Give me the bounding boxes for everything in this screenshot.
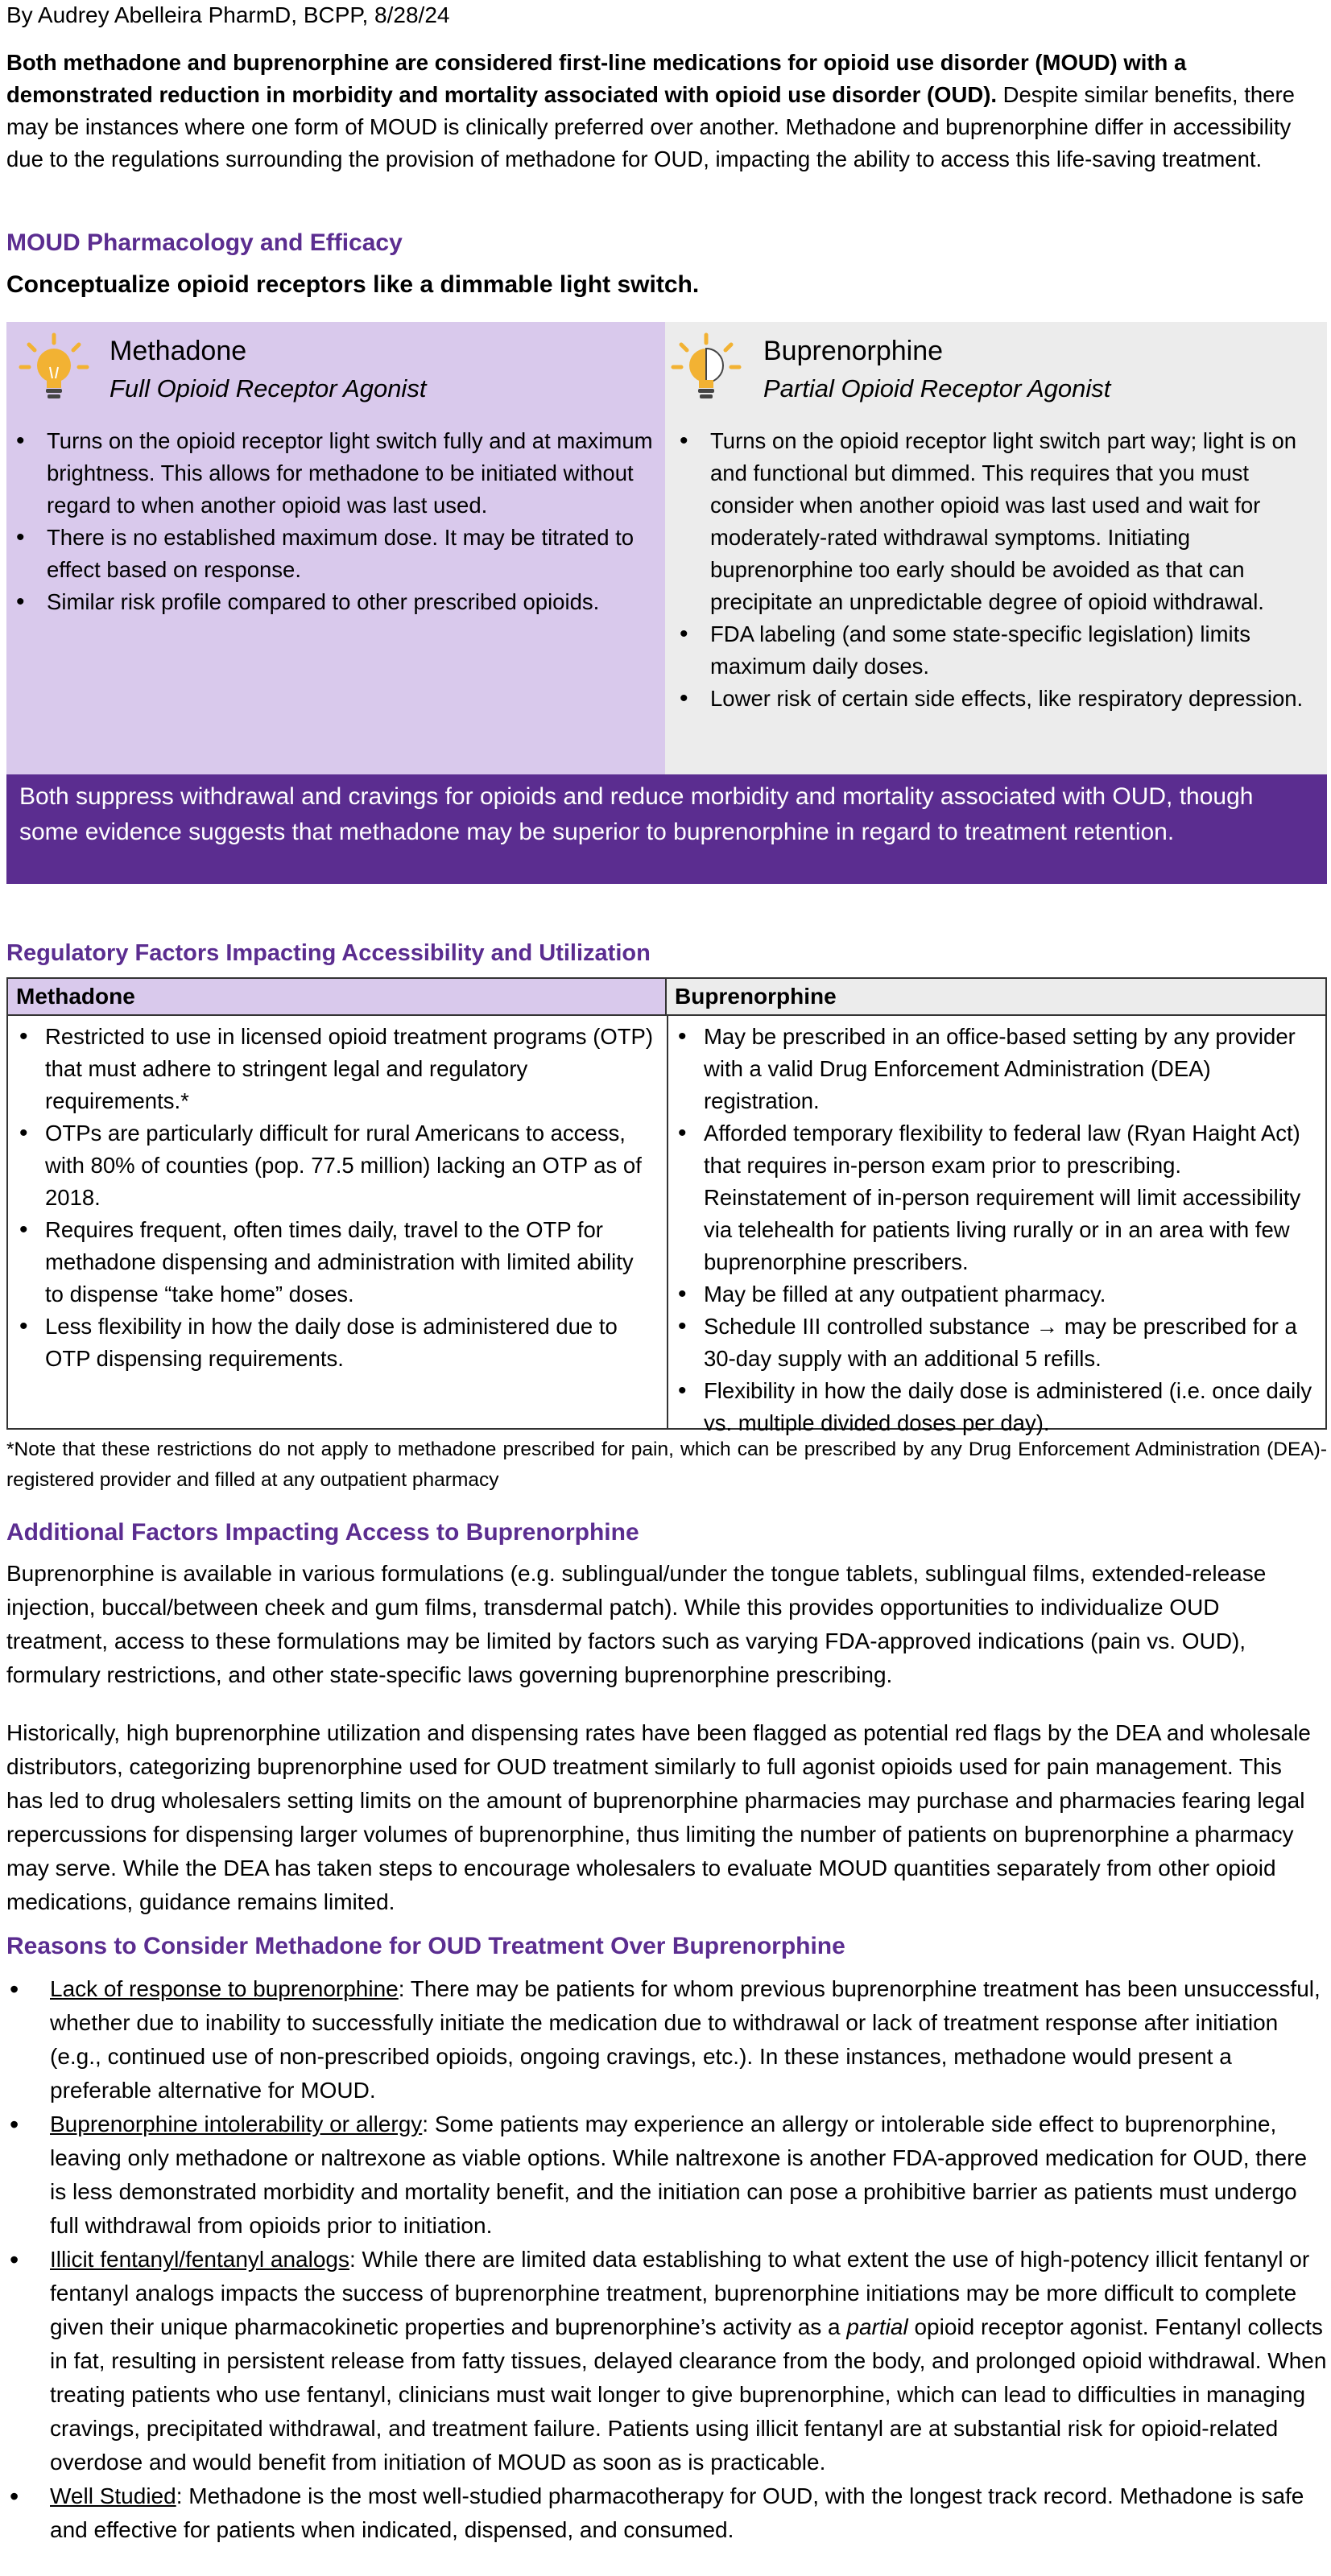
list-item [6,2479,1327,2547]
reason-term: Lack of response to buprenorphine [50,1976,399,2001]
intro-text: Despite similar benefits, there may be instances where one form of MOUD is clinically preferred over another. Methadone and buprenorphine differ in accessibility due to the regulations surrounding the provision of methadone for OUD, impacting the ability to access this life-saving treatment. [6,82,1295,171]
reason-term: Illicit fentanyl/fentanyl analogs [50,2247,349,2272]
section-heading-additional: Additional Factors Impacting Access to Buprenorphine [6,1519,639,1546]
reasons-list [6,1972,1327,2547]
additional-paragraph-1: Buprenorphine is available in various formulations (e.g. sublingual/under the tongue tablets, sublingual films, extended-release injection, buccal/between cheek and gum films, transdermal patch). While this provides opportunities to individualize OUD treatment, access to these formulations may be limited by factors such as varying FDA-approved indications (pain vs. OUD), formulary restrictions, and other state-specific laws governing buprenorphine prescribing. [6,1561,1267,1687]
buprenorphine-title: Buprenorphine [763,336,944,366]
summary-banner: Both suppress withdrawal and cravings for opioids and reduce morbidity and mortality associated with OUD, though some evidence suggests that methadone may be superior to buprenorphine in regard to treatment retention. [6,774,1327,884]
table-header-methadone: Methadone [8,979,667,1016]
list-item [6,1972,1327,2107]
buprenorphine-panel [665,322,1327,774]
list-item [6,2243,1327,2479]
intro-paragraph [6,47,1319,175]
list-item: • Similar risk profile compared to other prescribed opioids. [11,586,655,618]
list-item [6,2107,1327,2243]
buprenorphine-bullet-list [675,425,1319,715]
reason-term: Well Studied [50,2483,176,2508]
buprenorphine-subtitle: Partial Opioid Receptor Agonist [763,374,1111,402]
table-cell-item: • Flexibility in how the daily dose is administered (i.e. once daily vs. multiple divided doses per day). [672,1375,1319,1439]
regulatory-footnote: *Note that these restrictions do not apply to methadone prescribed for pain, which can be prescribed by any Drug Enforcement Administration (DEA)-registered provider and filled at any outpatient pharmacy [6,1439,1327,1491]
reason-text: : While there are limited data establishing to what extent the use of high-potency illicit fentanyl or fentanyl analogs impacts the success of buprenorphine treatment, buprenorphine initiations may be more difficult to complete given their unique pharmacokinetic properties and buprenorphine’s activity as a [50,2247,1310,2339]
table-cell-item: • Restricted to use in licensed opioid treatment programs (OTP) that must adhere to stringent legal and regulatory requirements.* [13,1021,657,1117]
reason-text: : Methadone is the most well-studied pharmacotherapy for OUD, with the longest track record. Methadone is safe and effective for patients when indicated, dispensed, and consumed. [50,2483,1304,2542]
table-cell-item: • Requires frequent, often times daily, travel to the OTP for methadone dispensing and administration with limited ability to dispense “take home” doses. [13,1214,657,1311]
table-cell-item: • Schedule III controlled substance → may be prescribed for a 30-day supply with an additional 5 refills. [672,1311,1319,1375]
table-cell-item: • Less flexibility in how the daily dose is administered due to OTP dispensing requirements. [13,1311,657,1375]
methadone-title: Methadone [110,336,247,366]
additional-paragraph-2: Historically, high buprenorphine utilization and dispensing rates have been flagged as potential red flags by the DEA and wholesale distributors, categorizing buprenorphine used for OUD treatment similarly to full agonist opioids used for pain management. This has led to drug wholesalers setting limits on the amount of buprenorphine pharmacies may purchase and pharmacies fearing legal repercussions for dispensing larger volumes of buprenorphine, thus limiting the number of patients on buprenorphine a pharmacy may serve. While the DEA has taken steps to encourage wholesalers to evaluate MOUD quantities separately from other opioid medications, guidance remains limited. [6,1720,1311,1914]
table-cell-item: • May be prescribed in an office-based setting by any provider with a valid Drug Enforcement Administration (DEA) registration. [672,1021,1319,1117]
light-bulb-full-icon [18,332,90,404]
table-cell-item: • May be filled at any outpatient pharmacy. [672,1278,1319,1311]
list-item: • Turns on the opioid receptor light switch part way; light is on and functional but dimmed. This requires that you must consider when another opioid was last used and wait for moderately-rated withdrawal symptoms. Initiating buprenorphine too early should be avoided as that can precipitate an unpredictable degree of opioid withdrawal. [675,425,1319,618]
reason-text: : There may be patients for whom previous buprenorphine treatment has been unsuccessful, whether due to inability to successfully initiate the medication due to withdrawal or lack of treatment response after initiation (e.g., continued use of non-prescribed opioids, ongoing cravings, etc.). In these instances, methadone would present a preferable alternative for MOUD. [50,1976,1321,2103]
regulatory-table [6,977,1327,1435]
byline: By Audrey Abelleira PharmD, BCPP, 8/28/24 [6,2,450,27]
pharmacology-subheading: Conceptualize opioid receptors like a dimmable light switch. [6,271,700,298]
table-column-divider [667,1016,668,1428]
intro-bold-text: Both methadone and buprenorphine are considered first-line medications for opioid use disorder (MOUD) with a demonstrated reduction in morbidity and mortality associated with opioid use disorder (OUD). [6,50,1187,107]
methadone-panel [6,322,665,774]
section-heading-regulatory: Regulatory Factors Impacting Accessibility and Utilization [6,940,651,966]
buprenorphine-regulatory-list [672,1021,1319,1439]
table-cell-item: • OTPs are particularly difficult for rural Americans to access, with 80% of counties (pop. 77.5 million) lacking an OTP as of 2018. [13,1117,657,1214]
reason-italic-text: partial [846,2314,908,2339]
reason-text: opioid receptor agonist. Fentanyl collects in fat, resulting in persistent release from fatty tissues, delayed clearance from the body, and prolonged opioid withdrawal. When treating patients who use fentanyl, clinicians must wait longer to give buprenorphine, which can lead to difficulties in managing cravings, precipitated withdrawal, and treatment failure. Patients using illicit fentanyl are at substantial risk for opioid-related overdose and would benefit from initiation of MOUD as soon as is practicable. [50,2314,1327,2475]
section-heading-reasons: Reasons to Consider Methadone for OUD Treatment Over Buprenorphine [6,1933,845,1959]
list-item: • Turns on the opioid receptor light switch fully and at maximum brightness. This allows for methadone to be initiated without regard to when another opioid was last used. [11,425,655,522]
methadone-bullet-list [11,425,655,618]
list-item: • Lower risk of certain side effects, like respiratory depression. [675,683,1319,715]
list-item: • FDA labeling (and some state-specific legislation) limits maximum daily doses. [675,618,1319,683]
light-bulb-dimmed-icon [670,332,742,404]
methadone-subtitle: Full Opioid Receptor Agonist [110,374,427,402]
reason-term: Buprenorphine intolerability or allergy [50,2112,423,2136]
table-header-buprenorphine: Buprenorphine [667,979,1325,1016]
reason-text: : Some patients may experience an allergy or intolerable side effect to buprenorphine, leaving only methadone or naltrexone as viable options. While naltrexone is another FDA-approved medication for OUD, there is less demonstrated morbidity and mortality benefit, and the initiation can pose a prohibitive barrier as patients must undergo full withdrawal from opioids prior to initiation. [50,2112,1308,2238]
table-cell-item: • Afforded temporary flexibility to federal law (Ryan Haight Act) that requires in-person exam prior to prescribing. Reinstatement of in-person requirement will limit accessibility via telehealth for patients living rurally or in an area with few buprenorphine prescribers. [672,1117,1319,1278]
methadone-regulatory-list [13,1021,657,1375]
list-item: • There is no established maximum dose. It may be titrated to effect based on response. [11,522,655,586]
section-heading-pharmacology: MOUD Pharmacology and Efficacy [6,229,403,256]
